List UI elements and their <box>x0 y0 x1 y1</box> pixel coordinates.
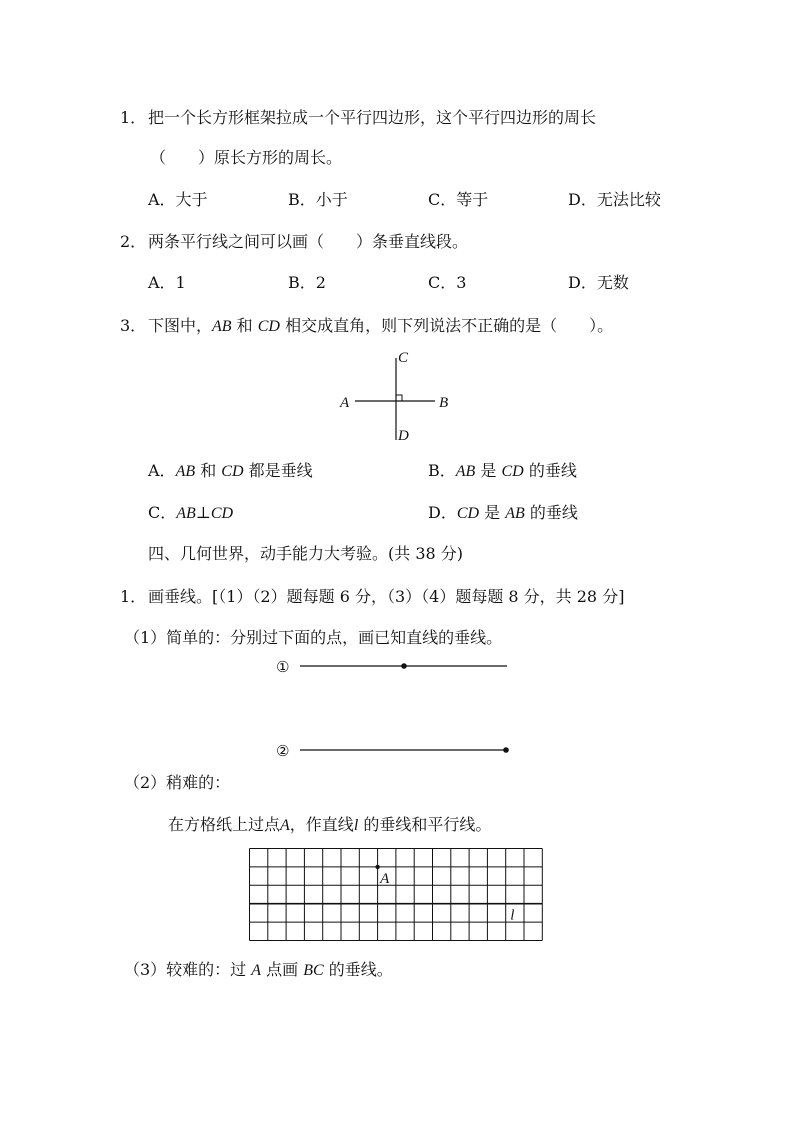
q1-option-b: B．小于 <box>288 190 348 209</box>
section4-title: 四、几何世界，动手能力大考验。(共 38 分) <box>148 544 464 563</box>
q3-text: 下图中，AB 和 CD 相交成直角，则下列说法不正确的是（ ）。 <box>148 316 614 335</box>
q1-option-a: A．大于 <box>148 190 208 209</box>
part3-label: （3）较难的：过 A 点画 BC 的垂线。 <box>124 960 393 979</box>
q3-option-b: B．AB 是 CD 的垂线 <box>428 461 577 480</box>
q2-option-d: D．无数 <box>568 273 629 292</box>
square-grid <box>249 848 543 942</box>
q3-option-d: D．CD 是 AB 的垂线 <box>428 503 578 522</box>
label-c: C <box>398 350 409 366</box>
grid-label-l: l <box>510 907 515 924</box>
label-b: B <box>439 395 449 411</box>
q3-option-a: A．AB 和 CD 都是垂线 <box>148 461 313 480</box>
s4-q1-number: 1． <box>120 587 147 606</box>
q1-text-line2: （ ）原长方形的周长。 <box>150 148 343 167</box>
point-2 <box>503 747 509 753</box>
mark-2: ② <box>276 742 290 760</box>
label-d: D <box>398 428 409 444</box>
mark-1: ① <box>276 658 290 676</box>
q2-option-c: C．3 <box>428 273 467 292</box>
q1-option-c: C．等于 <box>428 190 489 209</box>
q2-text: 两条平行线之间可以画（ ）条垂直线段。 <box>148 232 469 251</box>
q2-number: 2． <box>120 232 147 251</box>
part2-text: 在方格纸上过点A，作直线l 的垂线和平行线。 <box>168 815 492 834</box>
q2-option-a: A．1 <box>148 273 186 292</box>
point-1 <box>401 663 407 669</box>
point-a <box>375 865 379 869</box>
grid-label-a: A <box>380 870 390 887</box>
label-a: A <box>340 395 350 411</box>
q3-option-c: C．AB⊥CD <box>148 503 234 522</box>
part2-label: （2）稍难的： <box>124 773 231 792</box>
part1-label: （1）简单的：分别过下面的点，画已知直线的垂线。 <box>124 628 503 647</box>
q1-text-line1: 把一个长方形框架拉成一个平行四边形，这个平行四边形的周长 <box>148 108 597 127</box>
q2-option-b: B．2 <box>288 273 326 292</box>
s4-q1-text: 画垂线。[（1）（2）题每题 6 分，（3）（4）题每题 8 分，共 28 分] <box>148 587 625 606</box>
q1-number: 1． <box>120 108 147 127</box>
q1-option-d: D．无法比较 <box>568 190 661 209</box>
q3-number: 3． <box>120 316 147 335</box>
